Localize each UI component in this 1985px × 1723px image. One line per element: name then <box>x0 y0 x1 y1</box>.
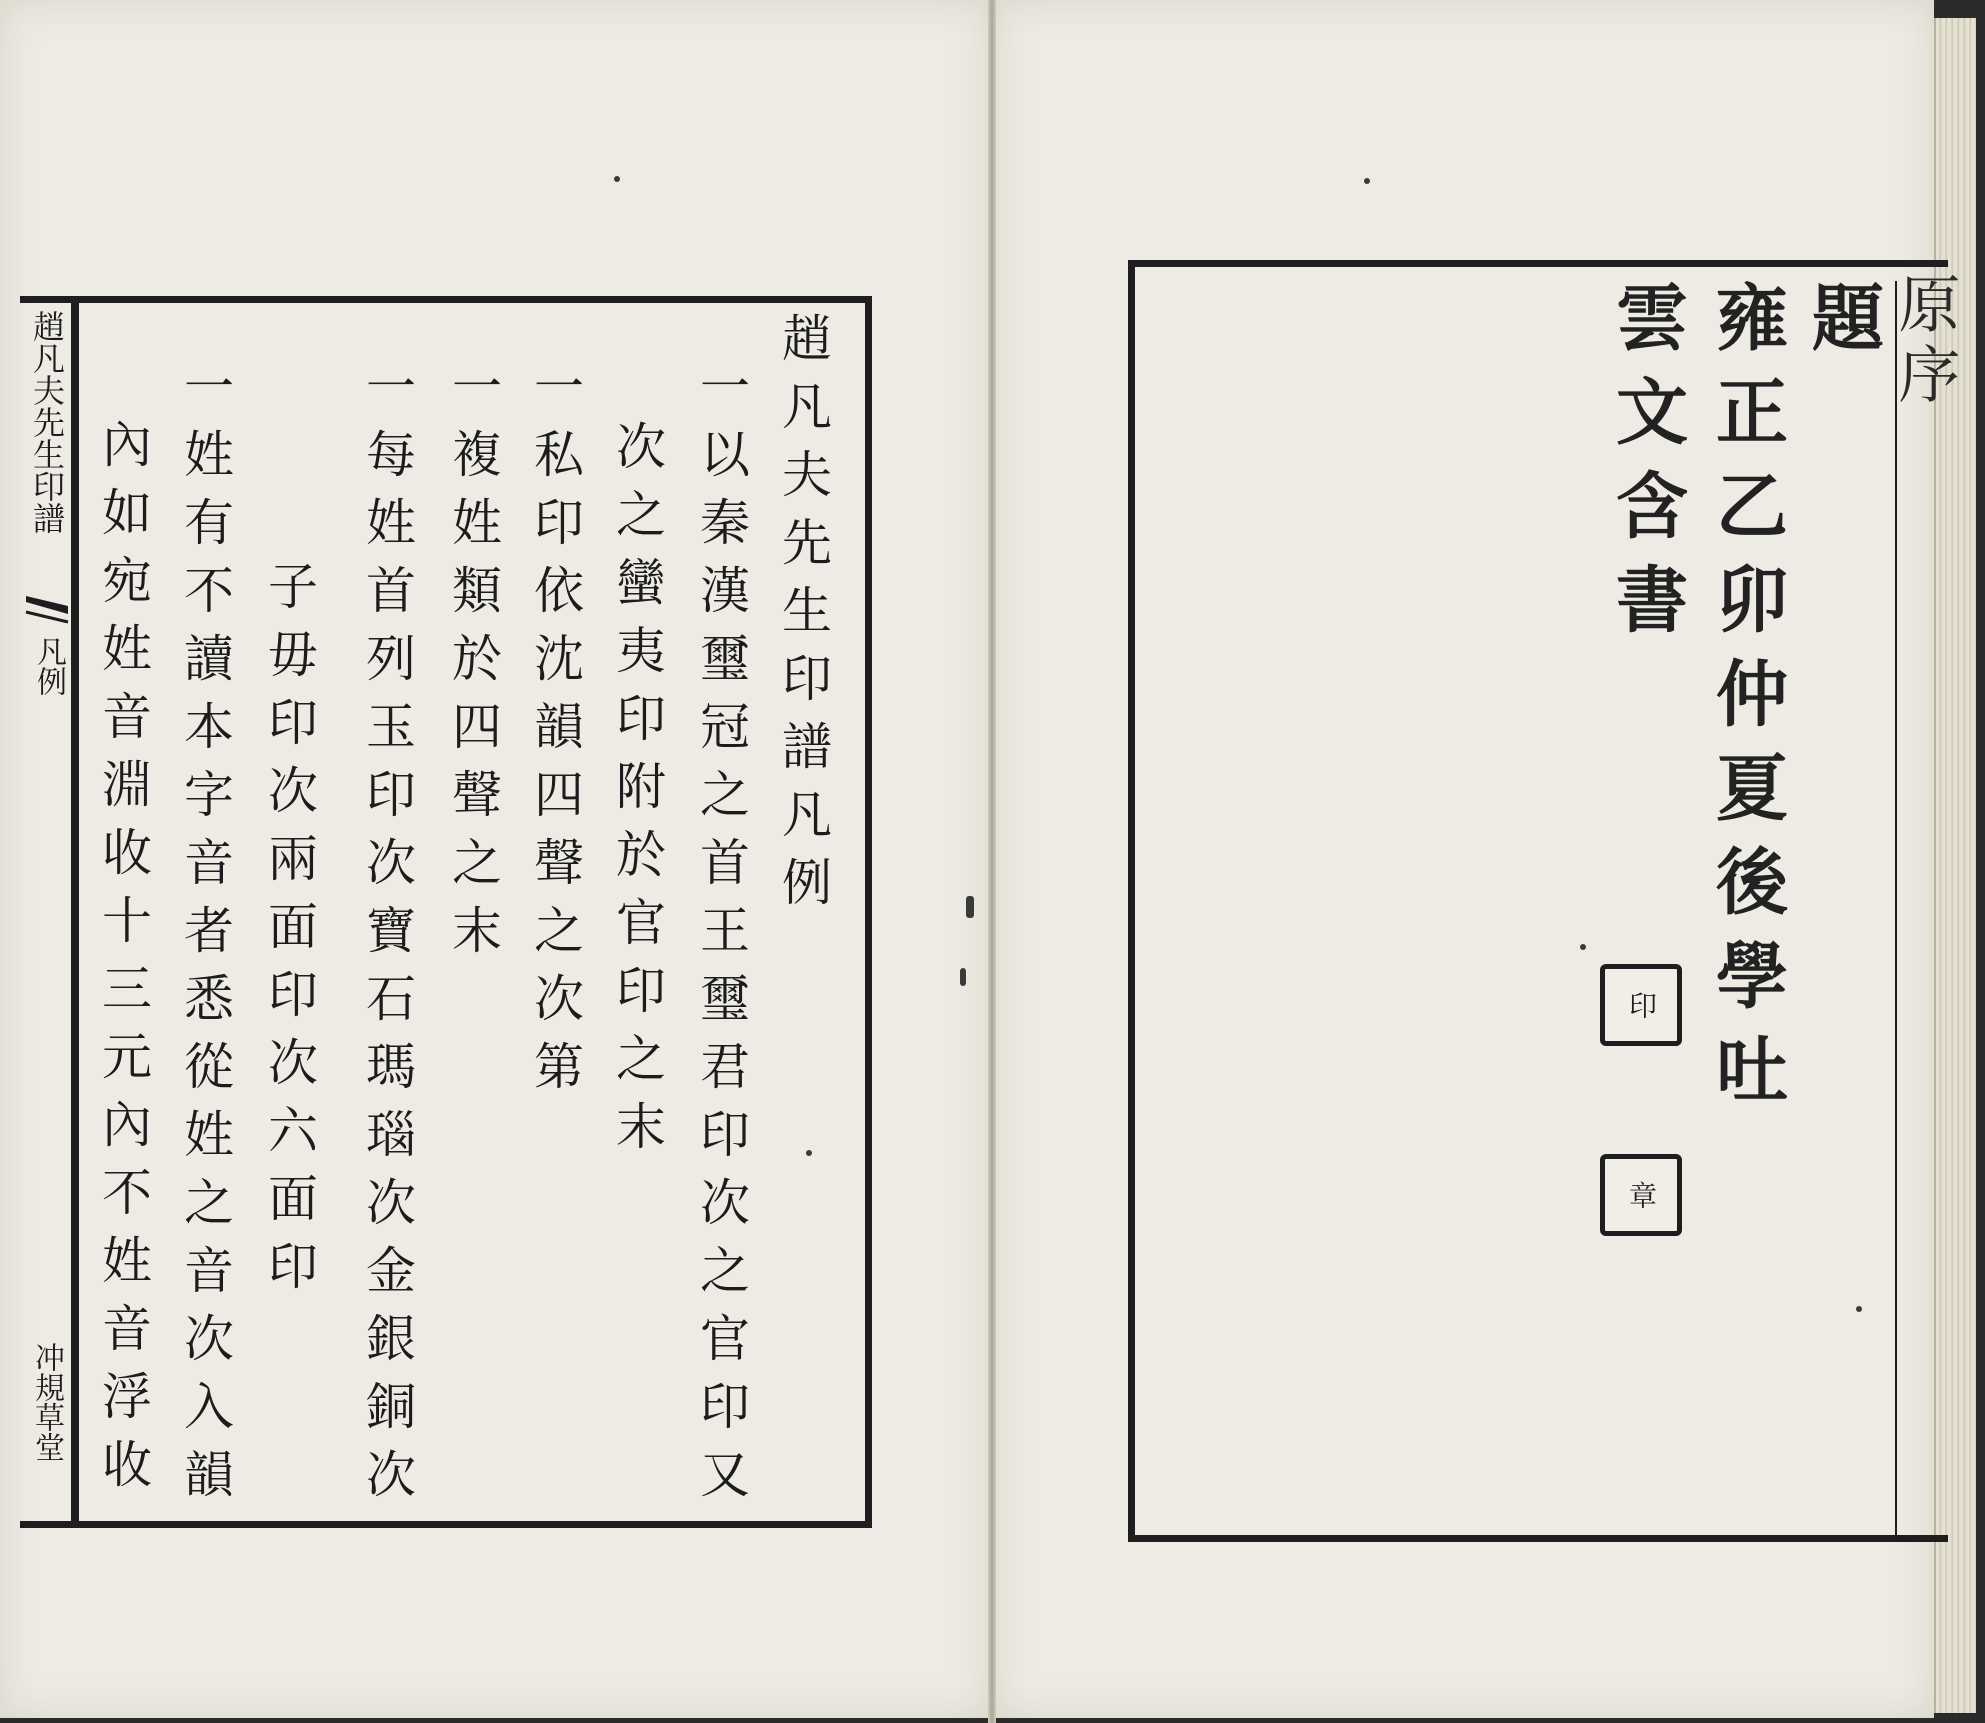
seal-script-column-1: 題 <box>1800 280 1885 374</box>
paper-speck <box>806 1150 812 1156</box>
binding-mark <box>966 896 974 918</box>
paper-speck <box>1856 1306 1862 1312</box>
paper-speck <box>1364 178 1370 184</box>
text-column-3: 次之蠻夷印附於官印之末 <box>608 420 666 1168</box>
margin-book-title: 趙凡夫先生印譜 <box>28 310 66 534</box>
text-column-9: 內如宛姓音淵收十三元內不姓音浮收 <box>94 418 152 1506</box>
text-column-6: 一每姓首列玉印次寶石瑪瑙次金銀銅次 <box>358 360 416 1516</box>
frame-divider <box>1895 281 1897 1535</box>
seal-stamp-upper-text: 印 <box>1625 991 1658 1019</box>
book-gutter <box>988 0 996 1723</box>
right-text-frame <box>1128 260 1948 1542</box>
text-column-7: 子毋印次兩面印次六面印 <box>260 560 318 1308</box>
text-column-5: 一複姓類於四聲之末 <box>444 360 502 972</box>
fish-tail-mark-icon <box>24 592 70 632</box>
seal-stamp-lower <box>1600 1154 1682 1236</box>
text-column-2: 一以秦漢璽冠之首王璽君印次之官印又 <box>692 360 750 1516</box>
paper-speck <box>614 176 620 182</box>
binding-mark <box>960 968 966 986</box>
edge-heading: 原序 <box>1888 272 1961 412</box>
seal-stamp-upper <box>1600 964 1682 1046</box>
seal-script-column-3: 雲文含書 <box>1604 280 1689 656</box>
seal-script-column-2: 雍正乙卯仲夏後學吐 <box>1704 280 1789 1126</box>
margin-publisher: 冲規草堂 <box>29 1342 64 1462</box>
paper-speck <box>1580 944 1586 950</box>
text-column-1: 趙凡夫先生印譜凡例 <box>774 312 832 924</box>
seal-stamp-lower-text: 章 <box>1625 1181 1658 1209</box>
margin-section-label: 凡例 <box>31 636 66 696</box>
text-column-8: 一姓有不讀本字音者悉從姓之音次入韻 <box>176 360 234 1516</box>
text-column-4: 一私印依沈韻四聲之次第 <box>526 360 584 1108</box>
